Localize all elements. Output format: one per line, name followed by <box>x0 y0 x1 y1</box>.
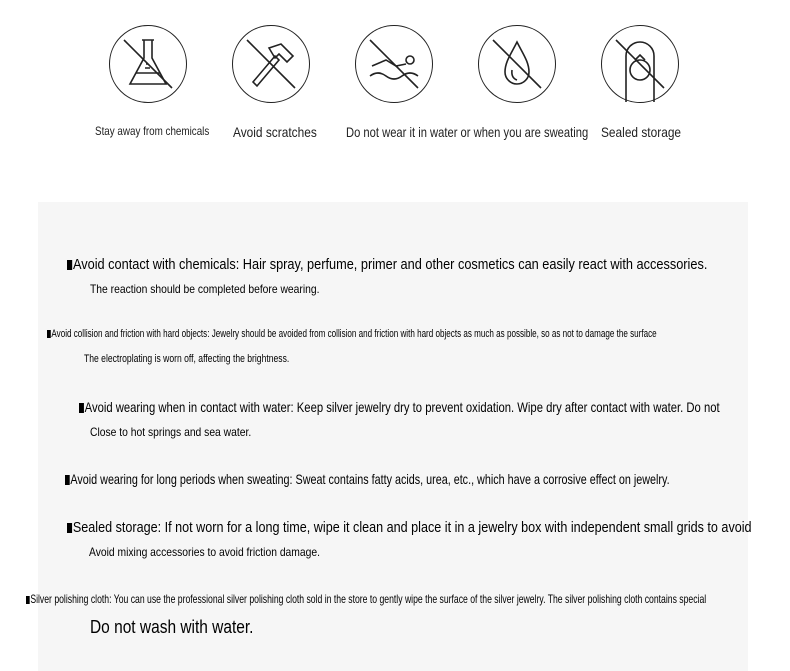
instruction-5-title: Sealed storage: If not worn for a long time, wipe it clean and place it in a jewelry box with independent small grids to avoid <box>67 519 752 536</box>
bullet-icon <box>47 330 51 338</box>
water-drop-crossed-icon <box>478 25 556 103</box>
bullet-icon <box>67 523 72 533</box>
icon-label-water: Do not wear it in water or when you are sweating <box>346 124 589 140</box>
flask-crossed-icon <box>109 25 187 103</box>
icon-label-scratches: Avoid scratches <box>233 124 317 140</box>
hammer-crossed-icon <box>232 25 310 103</box>
instruction-4-title: Avoid wearing for long periods when sweating: Sweat contains fatty acids, urea, etc., which have a corrosive effect on jewelry. <box>65 471 670 487</box>
instruction-1-detail: The reaction should be completed before wearing. <box>90 282 320 296</box>
instruction-3-title: Avoid wearing when in contact with water: Keep silver jewelry dry to prevent oxidation. Wipe dry after contact with water. Do not <box>79 399 720 415</box>
instruction-6-title: Silver polishing cloth: You can use the professional silver polishing cloth sold in the store to gently wipe the surface of the silver jewelry. The silver polishing cloth contains special <box>26 592 706 606</box>
swimmer-crossed-icon <box>355 25 433 103</box>
instruction-2-detail: The electroplating is worn off, affecting the brightness. <box>84 353 290 365</box>
bullet-icon <box>79 403 84 413</box>
instruction-3-detail: Close to hot springs and sea water. <box>90 425 252 439</box>
icon-label-chemicals: Stay away from chemicals <box>95 124 210 138</box>
instruction-5-detail: Avoid mixing accessories to avoid friction damage. <box>89 545 320 559</box>
bullet-icon <box>65 475 70 485</box>
instruction-6-detail: Do not wash with water. <box>90 617 254 637</box>
instruction-1-title: Avoid contact with chemicals: Hair spray, perfume, primer and other cosmetics can easily react with accessories. <box>67 256 707 273</box>
ring-finger-crossed-icon <box>601 25 679 103</box>
care-icons-row <box>0 0 790 160</box>
icon-label-storage: Sealed storage <box>601 124 682 140</box>
bullet-icon <box>26 596 30 604</box>
bullet-icon <box>67 260 72 270</box>
instruction-2-title: Avoid collision and friction with hard objects: Jewelry should be avoided from collision and friction with hard objects as much as possible, so as not to damage the surface <box>47 328 657 340</box>
